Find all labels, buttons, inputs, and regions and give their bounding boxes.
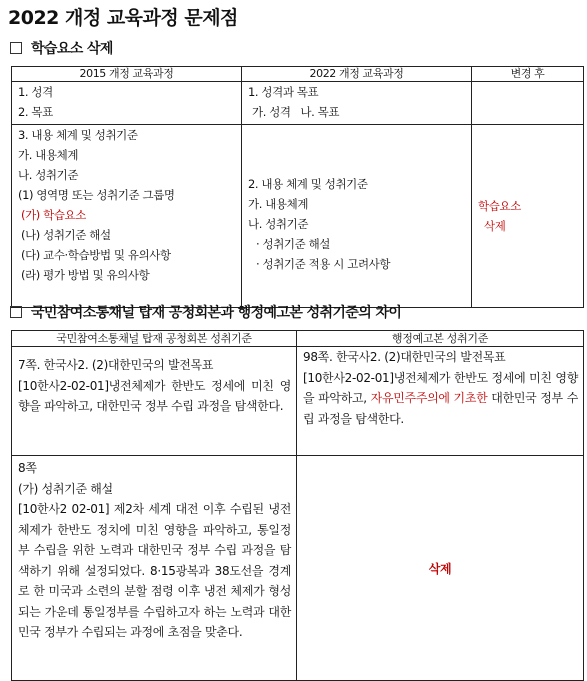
section-heading-1-text: 학습요소 삭제 bbox=[31, 41, 113, 57]
standard-text-added: 자유민주주의에 기초한 bbox=[370, 391, 488, 405]
header-admin-notice: 행정예고본 성취기준 bbox=[297, 331, 584, 347]
row2-old-cell bbox=[12, 125, 242, 308]
change-text: 삭제 bbox=[484, 219, 506, 233]
header-public-hearing: 국민참여소통채널 탑재 공청회본 성취기준 bbox=[12, 331, 297, 347]
page-title: 2022 개정 교육과정 문제점 bbox=[8, 7, 238, 29]
section-heading-2-text: 국민참여소통채널 탑재 공청회본과 행정예고본 성취기준의 차이 bbox=[31, 305, 402, 321]
curriculum-comparison-table bbox=[11, 66, 584, 308]
standard-text bbox=[303, 368, 578, 430]
new-item: · 성취기준 적용 시 고려사항 bbox=[256, 257, 391, 271]
new-item: · 성취기준 해설 bbox=[256, 237, 331, 251]
commentary-sub: (가) 성취기준 해설 bbox=[18, 481, 113, 496]
old-item: (1) 영역명 또는 성취기준 그룹명 bbox=[18, 188, 175, 202]
section-heading-1 bbox=[8, 38, 113, 58]
new-item: 나. 성취기준 bbox=[248, 217, 309, 231]
standard-page-ref: 98쪽. 한국사2. (2)대한민국의 발전목표 bbox=[303, 350, 506, 364]
old-item: 나. 성취기준 bbox=[18, 168, 79, 182]
header-change: 변경 후 bbox=[472, 67, 584, 82]
new-item: 1. 성격과 목표 bbox=[248, 85, 319, 99]
checkbox-square-icon bbox=[10, 306, 22, 318]
old-item: 3. 내용 체계 및 성취기준 bbox=[18, 128, 138, 142]
standard-page-ref: 7쪽. 한국사2. (2)대한민국의 발전목표 bbox=[18, 358, 214, 372]
old-item: (라) 평가 방법 및 유의사항 bbox=[21, 268, 150, 282]
row2-left-cell bbox=[12, 456, 297, 681]
section-heading-2 bbox=[8, 302, 401, 322]
row2-new-cell bbox=[242, 125, 472, 308]
row1-right-cell bbox=[297, 347, 584, 456]
new-item: 2. 내용 체계 및 성취기준 bbox=[248, 177, 368, 191]
old-item: 2. 목표 bbox=[18, 105, 53, 119]
row1-old-cell bbox=[12, 82, 242, 125]
change-text: 학습요소 bbox=[478, 199, 521, 213]
commentary-page-ref: 8쪽 bbox=[18, 461, 37, 475]
row1-left-cell bbox=[12, 347, 297, 456]
standard-text-b: 대한민국 정부 수립 과정을 탐색한다. bbox=[303, 391, 578, 426]
old-item: (다) 교수·학습방법 및 유의사항 bbox=[21, 248, 171, 262]
header-2022: 2022 개정 교육과정 bbox=[242, 67, 472, 82]
old-item: 1. 성격 bbox=[18, 85, 53, 99]
standard-text-a: [10한사2-02-01]냉전체제가 한반도 정세에 미친 영향을 파악하고, bbox=[303, 370, 578, 405]
header-2015: 2015 개정 교육과정 bbox=[12, 67, 242, 82]
row1-change-cell bbox=[472, 82, 584, 125]
row2-change-cell bbox=[472, 125, 584, 308]
old-item: (나) 성취기준 해설 bbox=[21, 228, 111, 242]
standard-text: [10한사2-02-01]냉전체제가 한반도 정세에 미친 영향을 파악하고, 대한민국 정부 수립 과정을 탐색한다. bbox=[18, 378, 291, 413]
old-item: 가. 내용체계 bbox=[18, 148, 79, 162]
old-item-learning-element: (가) 학습요소 bbox=[21, 208, 86, 222]
standards-comparison-table bbox=[11, 330, 584, 681]
new-item: 가. 성격 나. 목표 bbox=[252, 105, 340, 119]
new-item: 가. 내용체계 bbox=[248, 197, 309, 211]
checkbox-square-icon bbox=[10, 42, 22, 54]
commentary-text: [10한사2 02-01] 제2차 세계 대전 이후 수립된 냉전체제가 한반도 정치에 미친 영향을 파악하고, 통일정부 수립을 위한 노력과 대한민국 정부 수립 과정을 탐색하기 위해 설정되었다. 8·15광복과 38도선을 경계로 한 미국과 소련의 분할 점령 이후 냉전 체제가 형성되는 가운데 통일정부를 수립하고자 하는 노력과 대한민국 정부가 수립되는 과정에 초점을 맞춘다. bbox=[18, 502, 291, 639]
row1-new-cell bbox=[242, 82, 472, 125]
row2-right-cell: 삭제 bbox=[297, 456, 584, 681]
